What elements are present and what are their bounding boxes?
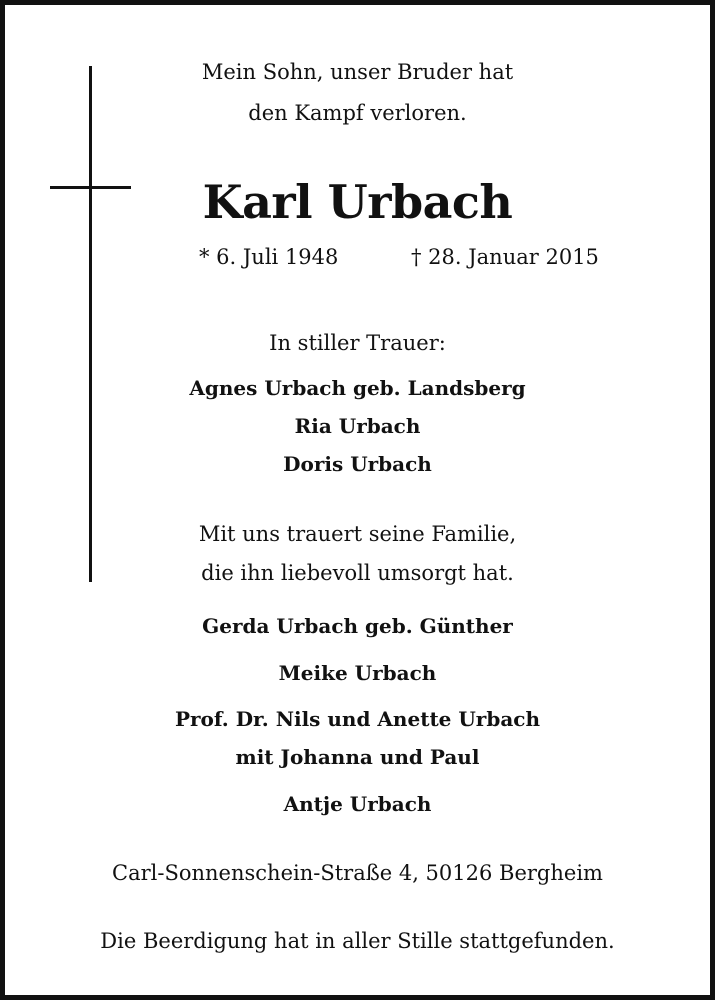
family-member-name: Prof. Dr. Nils und Anette Urbach: [174, 707, 541, 731]
intro-line-2: den Kampf verloren.: [248, 101, 467, 125]
mourning-heading: In stiller Trauer:: [269, 331, 446, 355]
deceased-name: Karl Urbach: [202, 175, 513, 229]
family-member-name: Meike Urbach: [278, 661, 437, 685]
family-member-name: mit Johanna und Paul: [235, 745, 480, 769]
mourner-name: Doris Urbach: [283, 452, 432, 476]
intro-line-1: Mein Sohn, unser Bruder hat: [201, 60, 514, 84]
death-date: † 28. Januar 2015: [411, 245, 599, 269]
family-text-line-1: Mit uns trauert seine Familie,: [198, 522, 517, 546]
family-text-line-2: die ihn liebevoll umsorgt hat.: [201, 561, 514, 585]
closing-note: Die Beerdigung hat in aller Stille stattgefunden.: [100, 929, 615, 953]
mourner-name: Ria Urbach: [294, 414, 421, 438]
cross-icon: [89, 66, 92, 582]
birth-date: * 6. Juli 1948: [199, 245, 339, 269]
mourner-name: Agnes Urbach geb. Landsberg: [189, 376, 526, 400]
address: Carl-Sonnenschein-Straße 4, 50126 Bergheim: [112, 861, 603, 885]
family-member-name: Gerda Urbach geb. Günther: [202, 614, 513, 638]
family-member-name: Antje Urbach: [283, 792, 432, 816]
